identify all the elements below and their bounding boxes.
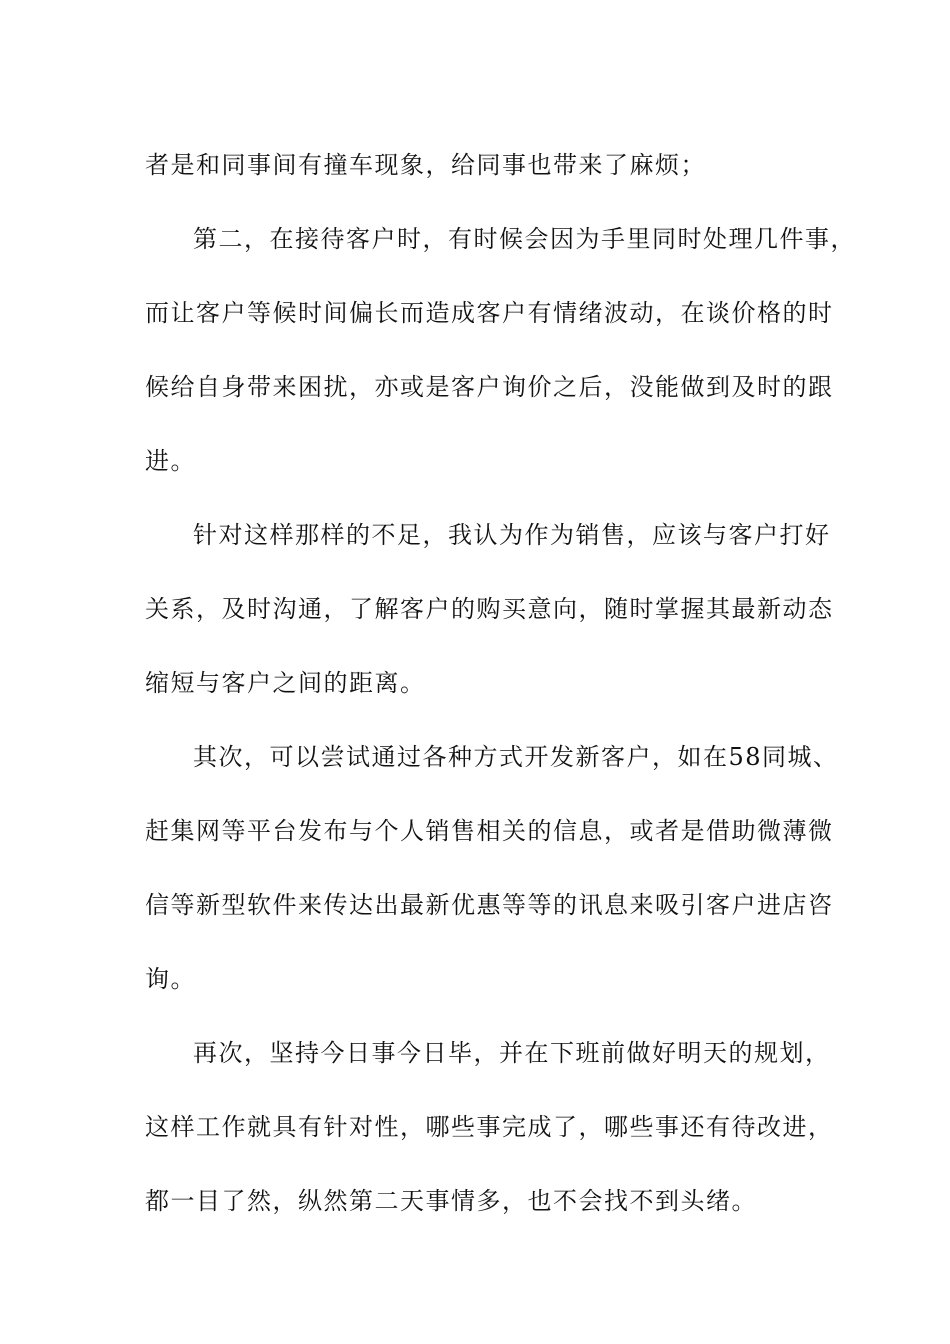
paragraph-2 <box>145 202 856 498</box>
text-line: 询。 <box>145 965 196 993</box>
text-line: 缩短与客户之间的距离。 <box>145 669 426 697</box>
text-line: 信等新型软件来传达出最新优惠等等的讯息来吸引客户进店咨 <box>145 891 834 919</box>
text-line: 再次，坚持今日事今日毕，并在下班前做好明天的规划， <box>193 1039 831 1067</box>
text-line: 者是和同事间有撞车现象，给同事也带来了麻烦； <box>145 151 706 179</box>
paragraph-4 <box>145 720 839 1016</box>
text-line: 针对这样那样的不足，我认为作为销售，应该与客户打好 <box>193 521 831 549</box>
text-line: 关系，及时沟通，了解客户的购买意向，随时掌握其最新动态 <box>145 595 834 623</box>
text-line: 第二，在接待客户时，有时候会因为手里同时处理几件事， <box>193 225 856 253</box>
text-line: 而让客户等候时间偏长而造成客户有情绪波动，在谈价格的时 <box>145 299 834 327</box>
text-line: 进。 <box>145 447 196 475</box>
paragraph-5 <box>145 1016 834 1238</box>
text-line: 其次，可以尝试通过各种方式开发新客户，如在58同城、 <box>193 743 839 771</box>
paragraph-3 <box>145 498 834 720</box>
document-body <box>145 128 856 1238</box>
text-line: 这样工作就具有针对性，哪些事完成了，哪些事还有待改进， <box>145 1113 834 1141</box>
text-line: 赶集网等平台发布与个人销售相关的信息，或者是借助微薄微 <box>145 817 834 845</box>
text-line: 都一目了然，纵然第二天事情多，也不会找不到头绪。 <box>145 1187 757 1215</box>
text-line: 候给自身带来困扰，亦或是客户询价之后，没能做到及时的跟 <box>145 373 834 401</box>
paragraph-1 <box>145 128 825 202</box>
